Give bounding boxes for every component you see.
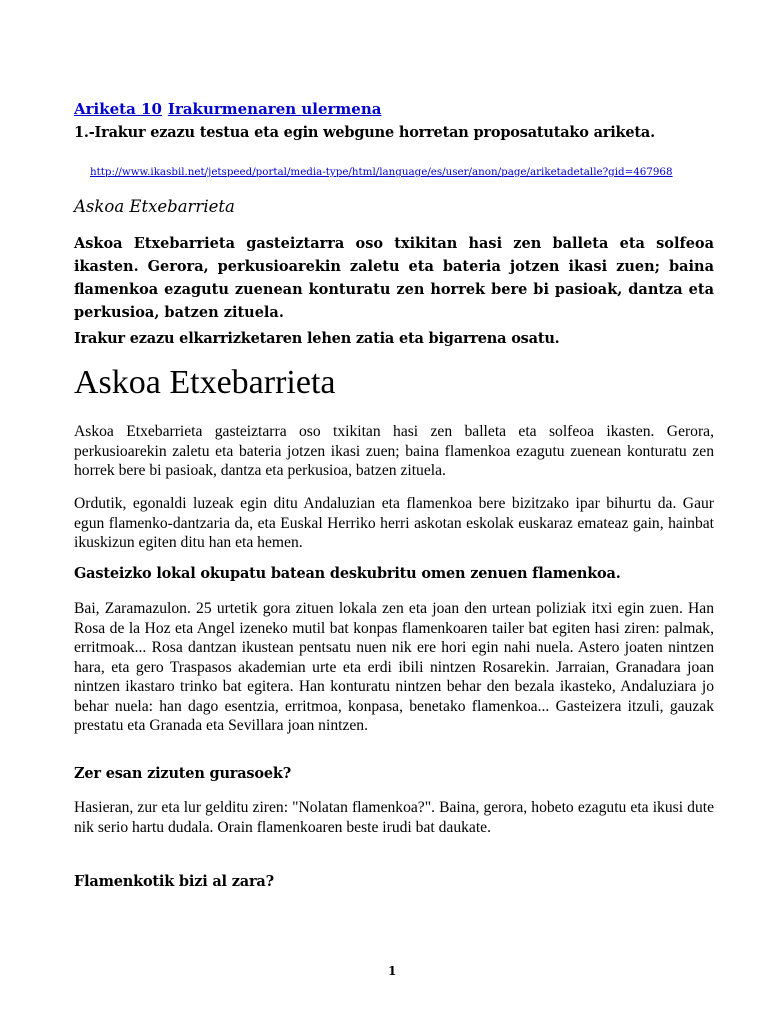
intro-subtitle: Askoa Etxebarrieta	[74, 197, 235, 216]
interview-answer-2: Hasieran, zur eta lur gelditu ziren: "Nolatan flamenkoa?". Baina, gerora, hobeto ezagutu eta ikusi dute nik serio hartu dudala. Orain flamenkoaren beste irudi bat daukate.	[74, 799, 714, 836]
article-paragraph-1: Askoa Etxebarrieta gasteiztarra oso txikitan hasi zen balleta eta solfeoa ikasten. Gerora, perkusioarekin zaletu eta bateria jotzen ikasi zuen; baina flamenkoa ezagutu zuenean konturatu zen horrek bere bi pasioak, dantza eta perkusioa, batzen zituela.	[74, 423, 714, 479]
exercise-url-link[interactable]: http://www.ikasbil.net/jetspeed/portal/media-type/html/language/es/user/anon/page/ariketadetalle?gid=467968	[90, 166, 673, 178]
exercise-title-link[interactable]	[74, 100, 381, 118]
page-number: 1	[388, 964, 397, 978]
interview-question-1: Gasteizko lokal okupatu batean deskubritu omen zenuen flamenkoa.	[74, 565, 621, 582]
instruction-text: 1.-Irakur ezazu testua eta egin webgune horretan proposatutako ariketa.	[74, 124, 655, 141]
intro-paragraph: Askoa Etxebarrieta gasteiztarra oso txikitan hasi zen balleta eta solfeoa ikasten. Gerora, perkusioarekin zaletu eta bateria jotzen ikasi zuen; baina flamenkoa ezagutu zuenean konturatu zen horrek bere bi pasioak, dantza eta perkusioa, batzen zituela.	[74, 235, 714, 321]
article-title: Askoa Etxebarrieta	[74, 364, 336, 401]
exercise-number: Ariketa 10	[74, 100, 162, 118]
interview-question-2: Zer esan zizuten gurasoek?	[74, 765, 292, 782]
interview-answer-1: Bai, Zaramazulon. 25 urtetik gora zituen lokala zen eta joan den urtean poliziak itxi egin zuen. Han Rosa de la Hoz eta Angel izeneko mutil bat konpas flamenkoaren tailer bat egiten hasi ziren: palmak, erritmoak... Rosa dantzan ikustean pentsatu nuen nik ere hori egin nahi nuela. Astero joaten nintzen hara, eta gero Traspasos akademian urte eta erdi ibili nintzen Rosarekin. Jarraian, Granadara joan nintzen ikastaro trinko bat egitera. Han konturatu nintzen behar den bezala ikasteko, Andaluziara jo behar nuela: han dago esentzia, erritmoa, konpasa, benetako flamenkoa... Gasteizera itzuli, gauzak prestatu eta Granada eta Sevillara joan nintzen.	[74, 600, 714, 734]
exercise-name: Irakurmenaren ulermena	[167, 100, 382, 118]
task-instruction: Irakur ezazu elkarrizketaren lehen zatia eta bigarrena osatu.	[74, 330, 560, 347]
interview-question-3: Flamenkotik bizi al zara?	[74, 873, 274, 890]
article-paragraph-2: Ordutik, egonaldi luzeak egin ditu Andaluzian eta flamenkoa bere bizitzako ipar bihurtu da. Gaur egun flamenko-dantzaria da, eta Euskal Herriko herri askotan eskolak euskaraz emateaz gain, hainbat ikuskizun egiten ditu han eta hemen.	[74, 495, 714, 551]
